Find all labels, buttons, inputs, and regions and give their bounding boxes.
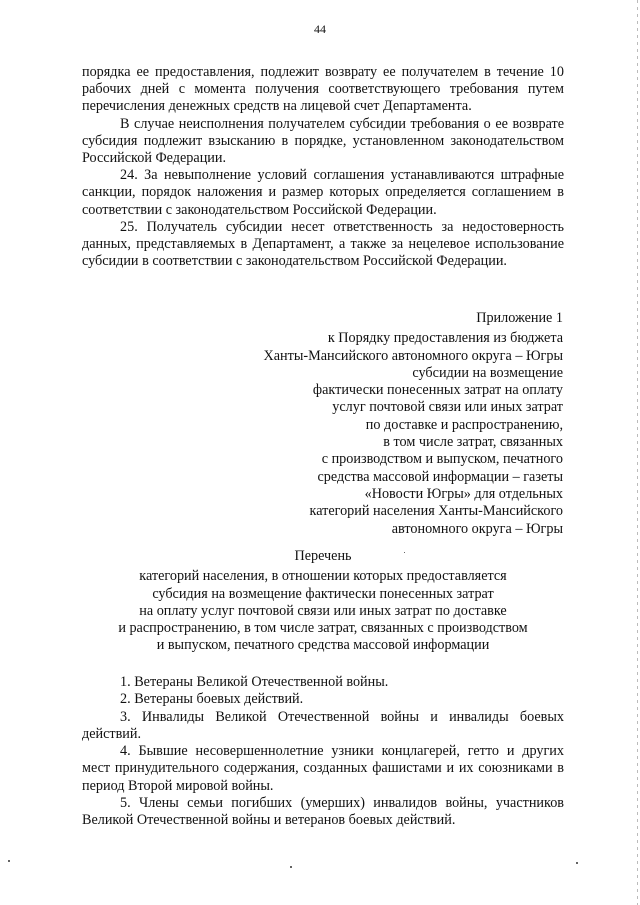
appendix-line: фактически понесенных затрат на оплату: [312, 382, 563, 399]
list-item: 2. Ветераны боевых действий.: [120, 691, 304, 708]
list-title: [82, 548, 564, 655]
appendix-line: категорий населения Ханты-Мансийского: [309, 503, 563, 520]
list-title-heading: Перечень: [294, 548, 352, 564]
list-item: 4. Бывшие несовершеннолетние узники концлагерей, гетто и других мест принудительного содержания, созданных фашистами и их союзниками в период Второй мировой войны.: [82, 743, 564, 794]
scan-speck: [8, 860, 10, 862]
body-text: [82, 64, 564, 270]
list-title-line: и выпуском, печатного средства массовой информации: [156, 637, 490, 654]
paragraph-24: 24. За невыполнение условий соглашения устанавливаются штрафные санкции, порядок наложения и размер которых определяется соглашением в соответствии с законодательством Российской Федерации.: [82, 167, 564, 218]
appendix-line: автономного округа – Югры: [391, 520, 563, 537]
list-title-line: категорий населения, в отношении которых предоставляется: [139, 568, 507, 585]
appendix-line: с производством и выпуском, печатного: [321, 451, 563, 468]
appendix-header: [223, 310, 563, 538]
appendix-line: «Новости Югры» для отдельных: [364, 485, 563, 502]
appendix-line: по доставке и распространению,: [365, 416, 563, 433]
list-title-line: на оплату услуг почтовой связи или иных затрат по доставке: [139, 602, 507, 619]
scan-speck: [404, 552, 405, 553]
paragraph-continuation: порядка ее предоставления, подлежит возврату ее получателем в течение 10 рабочих дней с момента получения соответствующего требования путем перечисления денежных средств на лицевой счет Департамента.: [82, 64, 564, 115]
list-item: 3. Инвалиды Великой Отечественной войны и инвалиды боевых действий.: [82, 708, 564, 742]
appendix-line: субсидии на возмещение: [412, 364, 563, 381]
paragraph-25: 25. Получатель субсидии несет ответственность за недостоверность данных, представляемых в Департамент, а также за нецелевое использование субсидии в соответствии с законодательством Российской Федерации.: [82, 218, 564, 270]
appendix-line: к Порядку предоставления из бюджета: [327, 330, 563, 347]
list-item: 5. Члены семьи погибших (умерших) инвалидов войны, участников Великой Отечественной войны и ветеранов боевых действий.: [82, 795, 564, 829]
page-number: 44: [314, 22, 326, 36]
category-list: [82, 674, 564, 830]
scan-speck: [576, 862, 578, 864]
appendix-heading: Приложение 1: [476, 310, 563, 326]
list-title-line: и распространению, в том числе затрат, связанных с производством: [118, 620, 528, 637]
appendix-line: Ханты-Мансийского автономного округа – Югры: [263, 347, 563, 364]
scan-edge: [637, 0, 638, 905]
list-item: 1. Ветераны Великой Отечественной войны.: [120, 674, 389, 690]
paragraph-subsidy-recovery: В случае неисполнения получателем субсидии требования о ее возврате субсидия подлежит взысканию в порядке, установленном законодательством Российской Федерации.: [82, 115, 564, 167]
list-title-line: субсидия на возмещение фактически понесенных затрат: [152, 585, 494, 602]
scan-speck: [290, 866, 292, 868]
appendix-line: в том числе затрат, связанных: [383, 434, 563, 451]
appendix-line: средства массовой информации – газеты: [317, 468, 563, 485]
appendix-line: услуг почтовой связи или иных затрат: [332, 399, 563, 416]
